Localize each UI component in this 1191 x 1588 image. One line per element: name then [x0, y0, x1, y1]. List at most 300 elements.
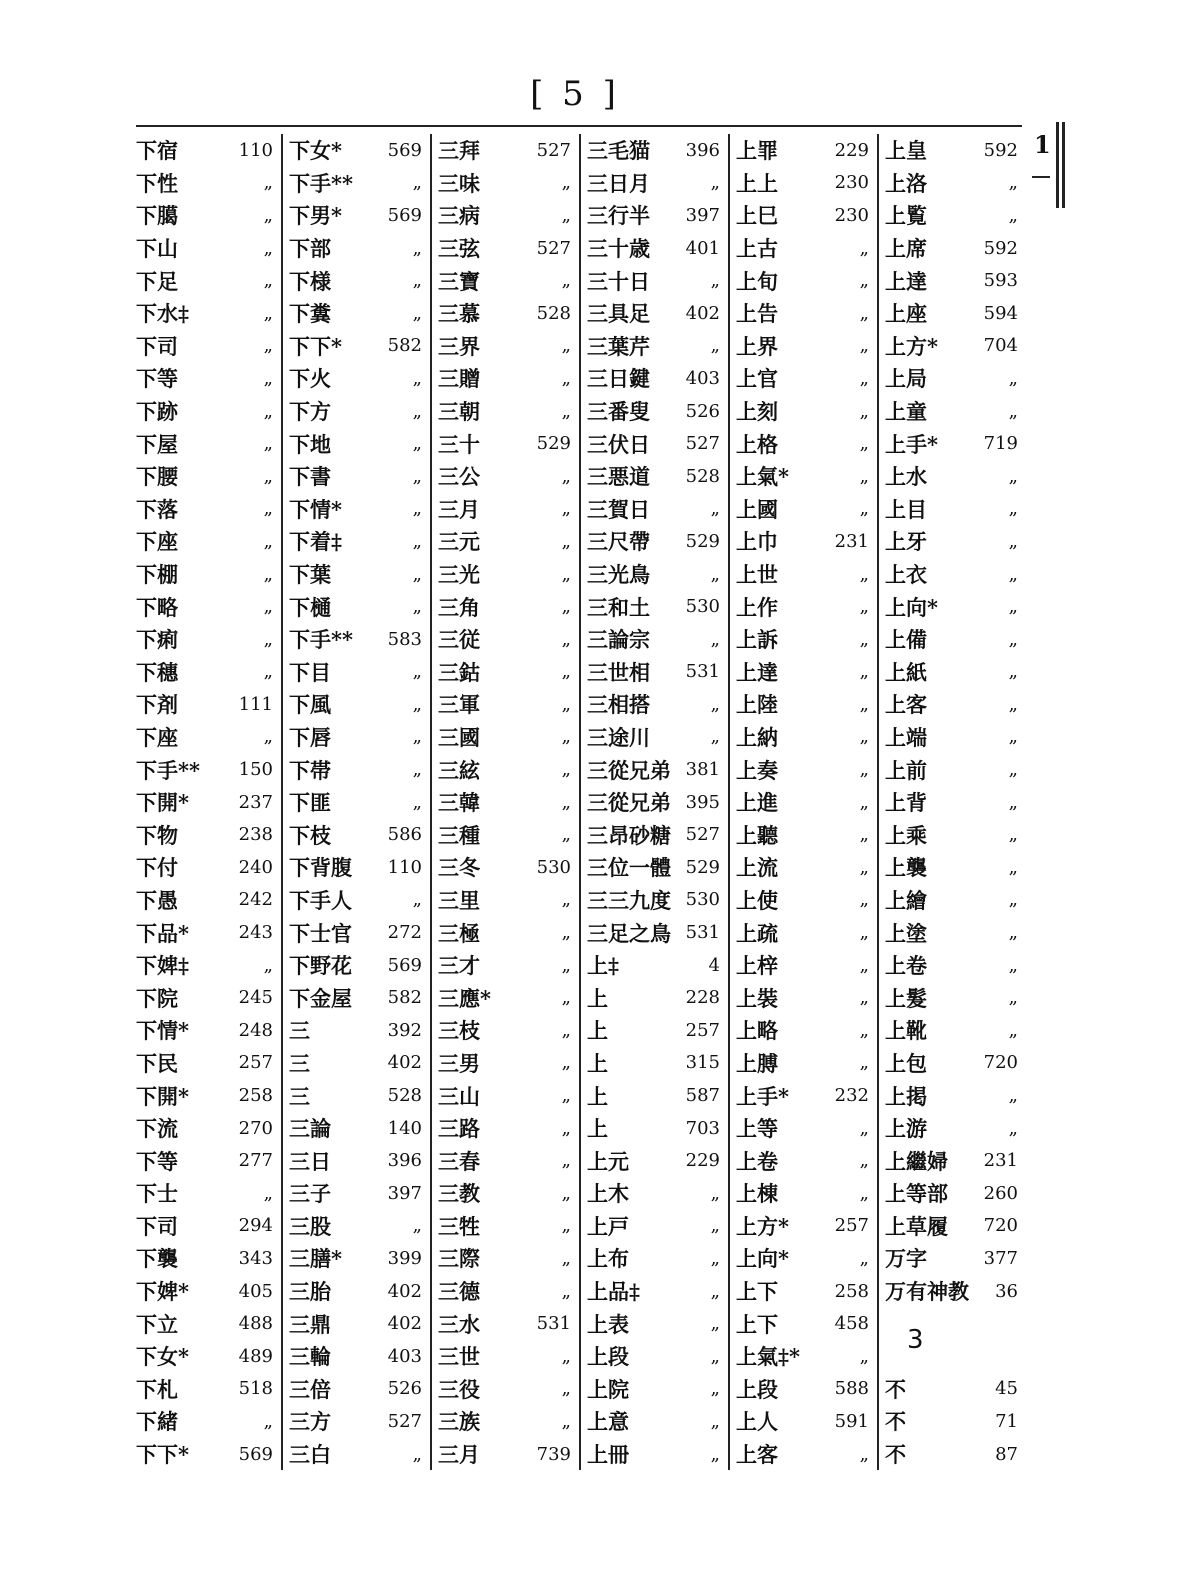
entry-page-ref: „	[561, 759, 571, 781]
index-entry	[587, 330, 728, 363]
entry-page-ref: „	[1008, 693, 1018, 715]
entry-page-ref: 257	[834, 1215, 869, 1237]
entry-page-ref: „	[710, 726, 720, 748]
entry-term: 三里	[438, 887, 480, 913]
index-entry	[885, 1242, 1026, 1275]
entry-page-ref: 403	[387, 1345, 422, 1367]
entry-page-ref: „	[263, 1182, 273, 1204]
index-entry	[438, 1177, 579, 1210]
entry-page-ref: 343	[238, 1247, 273, 1269]
entry-page-ref: „	[412, 1443, 422, 1465]
index-entry	[587, 1144, 728, 1177]
entry-page-ref: „	[561, 1085, 571, 1107]
entry-page-ref: „	[859, 498, 869, 520]
index-entry	[587, 199, 728, 232]
index-entry	[885, 981, 1026, 1014]
entry-page-ref: 110	[387, 856, 422, 878]
index-entry	[289, 916, 430, 949]
entry-page-ref: „	[561, 172, 571, 194]
entry-page-ref: 588	[834, 1378, 869, 1400]
entry-term: 上方*	[885, 333, 938, 359]
entry-term: 三教	[438, 1181, 480, 1207]
entry-term: 三日月	[587, 170, 650, 196]
entry-term: 下屋	[136, 431, 178, 457]
entry-term: 三光鳥	[587, 562, 650, 588]
index-entry	[736, 297, 877, 330]
entry-term: 三弦	[438, 236, 480, 262]
entry-page-ref: „	[859, 1019, 869, 1041]
entry-term: 上略	[736, 1018, 778, 1044]
entry-page-ref: „	[1008, 367, 1018, 389]
entry-term: 三伏日	[587, 431, 650, 457]
entry-term: 三元	[438, 529, 480, 555]
entry-page-ref: 402	[387, 1052, 422, 1074]
entry-term: 三鼎	[289, 1311, 331, 1337]
index-entry	[736, 460, 877, 493]
index-entry	[736, 1373, 877, 1406]
entry-page-ref: „	[1008, 172, 1018, 194]
index-entry	[587, 167, 728, 200]
entry-page-ref: „	[859, 1182, 869, 1204]
entry-term: 上卷	[885, 953, 927, 979]
index-entry	[136, 330, 281, 363]
index-entry	[885, 167, 1026, 200]
entry-term: 下手**	[289, 170, 353, 196]
index-entry	[289, 199, 430, 232]
entry-term: 上塗	[885, 920, 927, 946]
entry-term: 上卷	[736, 1148, 778, 1174]
entry-page-ref: „	[412, 1215, 422, 1237]
index-entry	[289, 525, 430, 558]
entry-term: 下水‡	[136, 301, 189, 327]
index-entry	[885, 590, 1026, 623]
entry-term: 三十歳	[587, 236, 650, 262]
entry-term: 三光	[438, 562, 480, 588]
index-entry	[587, 851, 728, 884]
entry-term: 上表	[587, 1311, 629, 1337]
entry-page-ref: „	[412, 596, 422, 618]
entry-page-ref: „	[561, 596, 571, 618]
entry-term: 上覧	[885, 203, 927, 229]
index-entry	[587, 623, 728, 656]
entry-page-ref: „	[859, 1117, 869, 1139]
index-entry	[289, 1210, 430, 1243]
entry-term: 三子	[289, 1181, 331, 1207]
index-entry	[289, 688, 430, 721]
index-entry	[289, 264, 430, 297]
index-entry	[885, 721, 1026, 754]
entry-term: 三應*	[438, 985, 491, 1011]
entry-page-ref: „	[412, 498, 422, 520]
index-entry	[438, 590, 579, 623]
index-entry	[736, 1177, 877, 1210]
entry-page-ref: „	[561, 954, 571, 976]
entry-term: 下臈	[136, 203, 178, 229]
entry-term: 上疏	[736, 920, 778, 946]
index-entry	[136, 1177, 281, 1210]
entry-term: 上手*	[736, 1083, 789, 1109]
entry-term: 下付	[136, 855, 178, 881]
entry-page-ref: „	[710, 563, 720, 585]
entry-page-ref: „	[859, 661, 869, 683]
entry-page-ref: „	[1008, 889, 1018, 911]
entry-term: 上刻	[736, 399, 778, 425]
entry-page-ref: „	[412, 759, 422, 781]
index-entry	[289, 1340, 430, 1373]
entry-term: 三昂砂糖	[587, 822, 671, 848]
index-entry	[736, 232, 877, 265]
entry-page-ref: „	[561, 465, 571, 487]
index-entry	[736, 199, 877, 232]
entry-term: 下婢*	[136, 1279, 189, 1305]
entry-page-ref: „	[561, 400, 571, 422]
entry-page-ref: „	[859, 400, 869, 422]
entry-page-ref: 405	[238, 1280, 273, 1302]
entry-term: 三具足	[587, 301, 650, 327]
index-entry	[587, 525, 728, 558]
entry-term: 上掲	[885, 1083, 927, 1109]
index-entry	[289, 460, 430, 493]
entry-term: 上	[587, 1018, 608, 1044]
entry-page-ref: „	[412, 465, 422, 487]
entry-term: 上國	[736, 496, 778, 522]
entry-page-ref: „	[263, 596, 273, 618]
index-entry	[736, 558, 877, 591]
index-entry	[438, 1047, 579, 1080]
index-entry	[438, 558, 579, 591]
entry-page-ref: „	[263, 726, 273, 748]
entry-term: 下部	[289, 236, 331, 262]
entry-page-ref: 569	[387, 204, 422, 226]
entry-term: 下野花	[289, 953, 352, 979]
index-entry	[438, 264, 579, 297]
entry-term: 上格	[736, 431, 778, 457]
index-entry	[736, 1210, 877, 1243]
index-entry	[885, 753, 1026, 786]
entry-term: 三軍	[438, 692, 480, 718]
entry-page-ref: 242	[238, 889, 273, 911]
entry-page-ref: „	[263, 433, 273, 455]
entry-page-ref: „	[859, 270, 869, 292]
entry-page-ref: „	[263, 367, 273, 389]
entry-page-ref: „	[1008, 204, 1018, 226]
entry-page-ref: 530	[536, 856, 571, 878]
index-entry	[587, 1112, 728, 1145]
entry-page-ref: „	[412, 400, 422, 422]
index-entry	[136, 558, 281, 591]
entry-page-ref: „	[710, 1313, 720, 1335]
entry-page-ref: 111	[238, 693, 273, 715]
entry-term: 三輪	[289, 1344, 331, 1370]
index-entry	[438, 786, 579, 819]
entry-term: 上衣	[885, 562, 927, 588]
entry-page-ref: „	[859, 367, 869, 389]
section-heading: 3	[907, 1324, 924, 1355]
index-entry	[136, 427, 281, 460]
index-entry	[885, 688, 1026, 721]
index-entry	[885, 1405, 1026, 1438]
index-entry	[289, 493, 430, 526]
entry-term: 下方	[289, 399, 331, 425]
index-entry	[289, 1438, 430, 1471]
entry-page-ref: 531	[685, 922, 720, 944]
index-entry	[587, 688, 728, 721]
index-entry	[438, 656, 579, 689]
entry-page-ref: „	[561, 889, 571, 911]
entry-page-ref: 240	[238, 856, 273, 878]
index-entry	[736, 1405, 877, 1438]
index-column	[281, 134, 430, 1470]
entry-term: 三行半	[587, 203, 650, 229]
entry-page-ref: 150	[238, 759, 273, 781]
entry-term: 上客	[885, 692, 927, 718]
index-entry	[289, 753, 430, 786]
entry-term: 下司	[136, 1213, 178, 1239]
entry-term: 上院	[587, 1376, 629, 1402]
entry-term: 上靴	[885, 1018, 927, 1044]
entry-term: 下地	[289, 431, 331, 457]
entry-page-ref: 527	[685, 433, 720, 455]
index-entry	[885, 851, 1026, 884]
entry-page-ref: „	[561, 1215, 571, 1237]
index-entry	[136, 264, 281, 297]
entry-page-ref: 489	[238, 1345, 273, 1367]
entry-page-ref: „	[561, 824, 571, 846]
entry-page-ref: „	[859, 1052, 869, 1074]
entry-page-ref: „	[1008, 726, 1018, 748]
entry-page-ref: „	[561, 922, 571, 944]
entry-term: 三賀日	[587, 496, 650, 522]
index-entry	[736, 525, 877, 558]
index-entry	[136, 1373, 281, 1406]
entry-page-ref: „	[1008, 596, 1018, 618]
index-entry	[885, 1210, 1026, 1243]
entry-term: 上巾	[736, 529, 778, 555]
entry-term: 上‡	[587, 953, 619, 979]
entry-term: 上棟	[736, 1181, 778, 1207]
entry-page-ref: „	[859, 1150, 869, 1172]
entry-term: 下下*	[289, 333, 342, 359]
index-entry	[136, 1242, 281, 1275]
index-entry	[438, 1014, 579, 1047]
entry-term: 下男*	[289, 203, 342, 229]
entry-page-ref: „	[263, 465, 273, 487]
entry-page-ref: „	[710, 1345, 720, 1367]
index-entry	[885, 525, 1026, 558]
index-entry	[136, 134, 281, 167]
index-entry	[136, 786, 281, 819]
index-entry	[736, 1079, 877, 1112]
entry-term: 上向*	[736, 1246, 789, 1272]
index-entry	[136, 199, 281, 232]
entry-term: 三枝	[438, 1018, 480, 1044]
entry-page-ref: „	[561, 367, 571, 389]
index-entry	[136, 949, 281, 982]
entry-page-ref: 245	[238, 987, 273, 1009]
index-entry	[136, 916, 281, 949]
index-entry	[736, 656, 877, 689]
index-entry	[885, 656, 1026, 689]
index-entry	[289, 1079, 430, 1112]
entry-term: 三役	[438, 1376, 480, 1402]
index-entry	[736, 493, 877, 526]
entry-page-ref: „	[859, 726, 869, 748]
index-entry	[885, 558, 1026, 591]
index-entry	[136, 1340, 281, 1373]
entry-term: 三水	[438, 1311, 480, 1337]
entry-term: 上等	[736, 1116, 778, 1142]
entry-page-ref: 719	[983, 433, 1018, 455]
index-entry	[136, 1047, 281, 1080]
index-entry	[587, 753, 728, 786]
entry-term: 三股	[289, 1213, 331, 1239]
index-entry	[885, 232, 1026, 265]
entry-term: 三悪道	[587, 464, 650, 490]
index-entry	[136, 1307, 281, 1340]
entry-page-ref: „	[412, 172, 422, 194]
index-entry	[136, 395, 281, 428]
index-entry	[438, 818, 579, 851]
index-entry	[289, 1014, 430, 1047]
entry-page-ref: 720	[983, 1052, 1018, 1074]
entry-page-ref: „	[1008, 824, 1018, 846]
index-entry	[289, 1112, 430, 1145]
index-entry	[736, 330, 877, 363]
index-entry	[885, 818, 1026, 851]
entry-term: 上木	[587, 1181, 629, 1207]
entry-term: 三日鍵	[587, 366, 650, 392]
entry-page-ref: „	[263, 335, 273, 357]
entry-page-ref: 238	[238, 824, 273, 846]
entry-term: 三春	[438, 1148, 480, 1174]
entry-page-ref: „	[710, 270, 720, 292]
entry-term: 下糞	[289, 301, 331, 327]
index-entry	[438, 525, 579, 558]
entry-page-ref: 45	[995, 1378, 1018, 1400]
entry-term: 下宿	[136, 138, 178, 164]
entry-page-ref: 381	[685, 759, 720, 781]
entry-term: 三膳*	[289, 1246, 342, 1272]
entry-term: 三胎	[289, 1279, 331, 1305]
index-entry	[136, 851, 281, 884]
index-entry	[438, 493, 579, 526]
entry-term: 下穗	[136, 659, 178, 685]
index-entry	[438, 721, 579, 754]
index-grid	[132, 134, 1028, 1470]
entry-term: 三角	[438, 594, 480, 620]
entry-term: 上繼婦	[885, 1148, 948, 1174]
entry-page-ref: „	[710, 335, 720, 357]
index-entry	[736, 623, 877, 656]
entry-page-ref: 402	[685, 302, 720, 324]
entry-term: 下性	[136, 170, 178, 196]
entry-term: 下座	[136, 724, 178, 750]
entry-term: 下下*	[136, 1442, 189, 1468]
entry-page-ref: „	[263, 270, 273, 292]
entry-term: 三葉芹	[587, 333, 650, 359]
entry-term: 三月	[438, 496, 480, 522]
index-entry	[885, 493, 1026, 526]
index-entry	[438, 753, 579, 786]
index-entry	[289, 167, 430, 200]
entry-page-ref: „	[412, 726, 422, 748]
index-entry	[885, 786, 1026, 819]
index-entry	[885, 199, 1026, 232]
entry-term: 下目	[289, 659, 331, 685]
entry-page-ref: „	[859, 1345, 869, 1367]
entry-term: 上目	[885, 496, 927, 522]
entry-page-ref: 527	[685, 824, 720, 846]
index-entry	[736, 818, 877, 851]
index-entry	[736, 264, 877, 297]
entry-page-ref: „	[710, 1378, 720, 1400]
entry-page-ref: 529	[685, 856, 720, 878]
entry-term: 三鈷	[438, 659, 480, 685]
entry-page-ref: „	[561, 1410, 571, 1432]
entry-page-ref: „	[710, 1410, 720, 1432]
entry-page-ref: „	[412, 791, 422, 813]
entry-term: 上旬	[736, 268, 778, 294]
entry-page-ref: „	[561, 498, 571, 520]
entry-term: 三路	[438, 1116, 480, 1142]
entry-page-ref: „	[561, 1117, 571, 1139]
entry-term: 下司	[136, 333, 178, 359]
entry-term: 下緒	[136, 1409, 178, 1435]
entry-term: 上童	[885, 399, 927, 425]
index-entry	[289, 590, 430, 623]
entry-page-ref: „	[561, 563, 571, 585]
entry-page-ref: „	[412, 302, 422, 324]
index-entry	[438, 949, 579, 982]
entry-term: 三毛猫	[587, 138, 650, 164]
index-entry	[587, 232, 728, 265]
entry-page-ref: 531	[536, 1313, 571, 1335]
entry-term: 三極	[438, 920, 480, 946]
index-entry	[587, 1340, 728, 1373]
entry-term: 上氣‡*	[736, 1344, 800, 1370]
entry-page-ref: 243	[238, 922, 273, 944]
entry-page-ref: „	[561, 693, 571, 715]
index-entry	[885, 297, 1026, 330]
entry-term: 下背腹	[289, 855, 352, 881]
index-entry	[885, 1047, 1026, 1080]
entry-page-ref: „	[263, 628, 273, 650]
entry-page-ref: „	[412, 270, 422, 292]
index-entry	[136, 721, 281, 754]
entry-term: 上古	[736, 236, 778, 262]
entry-page-ref: „	[263, 563, 273, 585]
entry-page-ref: „	[1008, 759, 1018, 781]
entry-page-ref: „	[561, 1182, 571, 1204]
entry-term: 三世	[438, 1344, 480, 1370]
index-entry	[438, 1079, 579, 1112]
index-entry	[885, 623, 1026, 656]
entry-page-ref: 528	[387, 1085, 422, 1107]
entry-term: 上陸	[736, 692, 778, 718]
entry-term: 三	[289, 1083, 310, 1109]
index-entry	[587, 1373, 728, 1406]
entry-term: 三三九度	[587, 887, 671, 913]
index-entry	[885, 395, 1026, 428]
entry-term: 上牙	[885, 529, 927, 555]
entry-page-ref: „	[561, 1019, 571, 1041]
entry-term: 下情*	[289, 496, 342, 522]
index-entry	[587, 134, 728, 167]
index-entry	[736, 1112, 877, 1145]
entry-page-ref: „	[561, 1378, 571, 1400]
index-entry	[289, 297, 430, 330]
entry-page-ref: „	[412, 530, 422, 552]
